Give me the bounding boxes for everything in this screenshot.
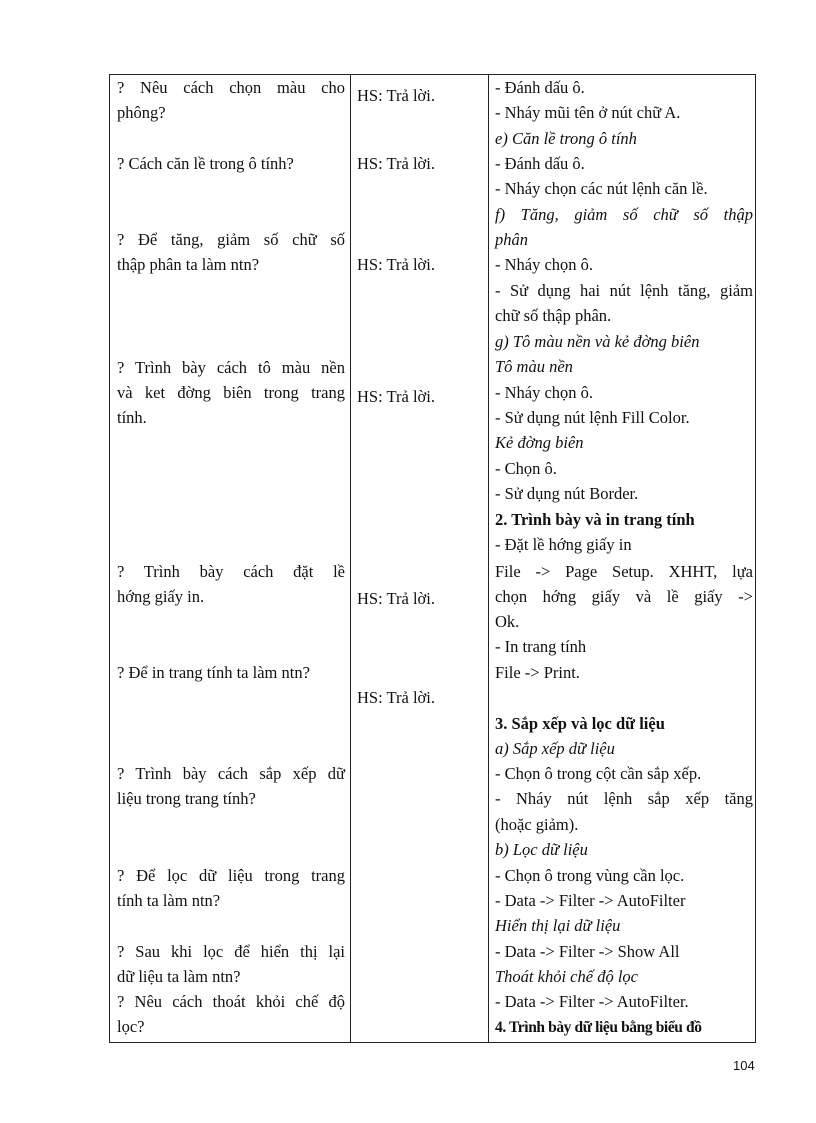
question-line: tính ta làm ntn? [117,891,221,910]
question-line: ? Trình bày cách tô màu nền [117,358,345,377]
question-line: ? Cách căn lề trong ô tính? [117,154,294,173]
question-line: ? Nêu cách chọn màu cho [117,78,345,97]
question-line: liệu trong trang tính? [117,789,256,808]
student-answer: HS: Trả lời. [357,255,435,274]
question-line: ? Để lọc dữ liệu trong trang [117,866,345,885]
content-line: - Data -> Filter -> AutoFilter [495,891,686,910]
content-heading: Kẻ đờng biên [495,433,584,452]
content-line: - Đặt lề hớng giấy in [495,535,632,554]
page-number: 104 [733,1058,755,1073]
content-heading: phân [495,230,528,249]
content-line: - Chọn ô. [495,459,557,478]
content-line: - Chọn ô trong cột cần sắp xếp. [495,764,702,783]
question-line: ? Trình bày cách đặt lề [117,562,345,581]
question-line: ? Nêu cách thoát khỏi chế độ [117,992,345,1011]
section-heading: 4. Trình bày dữ liệu bằng biểu đồ [495,1019,702,1036]
content-line: chữ số thập phân. [495,306,612,325]
content-line: - Nháy nút lệnh sắp xếp tăng [495,789,753,808]
content-heading: a) Sắp xếp dữ liệu [495,739,615,758]
question-line: hớng giấy in. [117,587,205,606]
question-line: dữ liệu ta làm ntn? [117,967,241,986]
question-line: ? Sau khi lọc để hiển thị lại [117,942,345,961]
question-line: phông? [117,103,166,122]
content-line: File -> Page Setup. XHHT, lựa [495,562,753,581]
content-line: - Nháy chọn ô. [495,383,594,402]
lesson-table [109,74,756,1043]
student-answer: HS: Trả lời. [357,688,435,707]
question-line: tính. [117,408,147,427]
content-line: chọn hớng giấy và lề giấy -> [495,587,753,606]
question-line: ? Trình bày cách sắp xếp dữ [117,764,345,783]
section-heading: 2. Trình bày và in trang tính [495,510,695,529]
content-heading: g) Tô màu nền và kẻ đờng biên [495,332,700,351]
column-divider [488,75,489,1042]
content-line: - In trang tính [495,637,587,656]
question-line: ? Để in trang tính ta làm ntn? [117,663,310,682]
question-line: ? Để tăng, giảm số chữ số [117,230,345,249]
content-line: - Data -> Filter -> AutoFilter. [495,992,689,1011]
question-line: lọc? [117,1017,145,1036]
content-line: - Sử dụng nút lệnh Fill Color. [495,408,690,427]
student-answer: HS: Trả lời. [357,387,435,406]
content-line: - Nháy chọn ô. [495,255,594,274]
content-heading: Tô màu nền [495,357,573,376]
content-line: - Đánh dấu ô. [495,78,585,97]
content-line: - Data -> Filter -> Show All [495,942,680,961]
content-line: - Nháy mũi tên ở nút chữ A. [495,103,681,122]
column-divider [350,75,351,1042]
content-line: File -> Print. [495,663,580,682]
content-line: - Sử dụng nút Border. [495,484,639,503]
content-line: (hoặc giảm). [495,815,579,834]
student-answer: HS: Trả lời. [357,86,435,105]
content-line: - Đánh dấu ô. [495,154,585,173]
content-heading: e) Căn lề trong ô tính [495,129,637,148]
content-heading: f) Tăng, giảm số chữ số thập [495,205,753,224]
content-line: - Chọn ô trong vùng cần lọc. [495,866,685,885]
student-answer: HS: Trả lời. [357,589,435,608]
content-line: Ok. [495,612,520,631]
question-line: và ket đờng biên trong trang [117,383,345,402]
content-line: - Nháy chọn các nút lệnh căn lề. [495,179,708,198]
content-heading: Hiển thị lại dữ liệu [495,916,621,935]
question-line: thập phân ta làm ntn? [117,255,260,274]
content-heading: Thoát khỏi chế độ lọc [495,967,638,986]
section-heading: 3. Sắp xếp và lọc dữ liệu [495,714,665,733]
student-answer: HS: Trả lời. [357,154,435,173]
content-heading: b) Lọc dữ liệu [495,840,588,859]
content-line: - Sử dụng hai nút lệnh tăng, giảm [495,281,753,300]
